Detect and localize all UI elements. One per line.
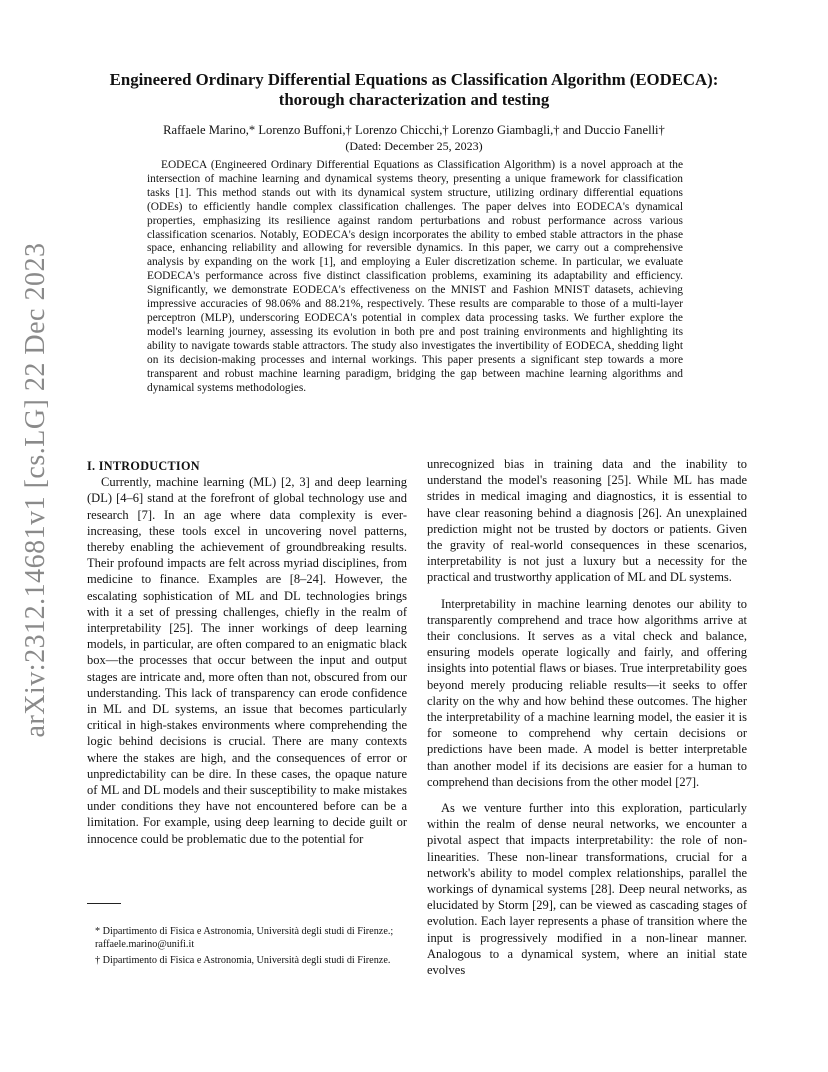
footnotes (87, 925, 407, 970)
author-list: Raffaele Marino,* Lorenzo Buffoni,† Lorenzo Chicchi,† Lorenzo Giambagli,† and Duccio Fanelli† (163, 123, 665, 137)
abstract: EODECA (Engineered Ordinary Differential Equations as Classification Algorithm) is a novel approach at the intersection of machine learning and dynamical systems theory, presenting a unique framework for classification tasks [1]. This method stands out with its dynamical system structure, utilizing ordinary differential equations (ODEs) to efficiently handle complex classification challenges. The paper delves into EODECA's dynamical properties, emphasizing its resilience against random perturbations and robust performance across various classification scenarios. Notably, EODECA's design incorporates the ability to embed stable attractors in the phase space, enhancing reliability and allowing for reversible dynamics. In this paper, we carry out a comprehensive analysis by expanding on the work [1], and employing a Euler discretization scheme. In particular, we evaluate EODECA's performance across five distinct classification problems, examining its adaptability and efficiency. Significantly, we demonstrate EODECA's effectiveness on the MNIST and Fashion MNIST datasets, achieving impressive accuracies of 98.06% and 88.21%, respectively. These results are comparable to those of a multi-layer perceptron (MLP), underscoring EODECA's potential in complex data processing tasks. We further explore the model's learning journey, assessing its evolution in both pre and post training environments and highlighting its ability to navigate towards stable attractors. The study also investigates the invertibility of EODECA, shedding light on its decision-making processes and internal workings. This paper presents a significant step towards a more transparent and robust machine learning paradigm, bridging the gap between machine learning algorithms and dynamical systems methodologies. (147, 159, 683, 394)
section-heading-introduction: I. INTRODUCTION (87, 459, 200, 473)
footnote-affiliation-1: * Dipartimento di Fisica e Astronomia, Università degli studi di Firenze.; raffaele.marino@unifi.it (95, 926, 394, 950)
footnote-affiliation-2: † Dipartimento di Fisica e Astronomia, Università degli studi di Firenze. (95, 955, 391, 966)
paper-title-line-1: Engineered Ordinary Differential Equations as Classification Algorithm (EODECA): (109, 70, 719, 89)
left-column (87, 458, 407, 847)
paper-title (70, 70, 758, 110)
arxiv-sidebar-stamp (14, 210, 58, 770)
intro-paragraph-3: Interpretability in machine learning denotes our ability to transparently comprehend and trace how algorithms arrive at their conclusions. It serves as a vital check and balance, ensuring models operate logically and fairly, and offering insights into potential flaws or biases. True interpretability goes beyond merely producing reliable results—it seeks to offer clarity on the why and how behind these outcomes. The higher the interpretability of a machine learning model, the easier it is for someone to comprehend why certain decisions or predictions have been made. A model is better interpretable than another model if its decisions are easier for a human to comprehend than decisions from the other model [27]. (427, 596, 747, 789)
intro-paragraph-4: As we venture further into this exploration, particularly within the realm of dense neural networks, we encounter a pivotal aspect that impacts interpretability: the role of non-linearities. These non-linear transformations, crucial for a network's ability to model complex relationships, parallel the workings of dynamical systems [28]. Deep neural networks, as elucidated by Storm [29], can be viewed as cascading stages of evolution. Each layer represents a phase of transition where the input is progressively modified in a non-linear manner. Analogous to a dynamical system, where an initial state evolves (427, 801, 747, 978)
intro-paragraph-2: unrecognized bias in training data and the inability to understand the model's reasoning [25]. While ML has made strides in medical imaging and diagnostics, it is essential to have clear reasoning behind a diagnosis [26]. An unexplained prediction might not be trusted by doctors or patients. Given the gravity of real-world consequences in these scenarios, interpretability is not just a luxury but a necessity for the practical and trustworthy application of ML and DL systems. (427, 457, 747, 585)
intro-paragraph-1: Currently, machine learning (ML) [2, 3] and deep learning (DL) [4–6] stand at the forefront of global technology use and research [7]. In an age where data complexity is ever-increasing, these tools excel in uncovering novel patterns, thereby enabling the achievement of groundbreaking results. Their profound impacts are felt across myriad disciplines, from medicine to finance. Examples are [8–24]. However, the escalating sophistication of ML and DL technologies brings with it a set of pressing challenges, chiefly in the realm of interpretability [25]. The inner workings of deep learning models, in particular, are often compared to an enigmatic black box—the processes that occur between the input and output stages are intricate and, more often than not, obscured from our understanding. This lack of transparency can erode confidence in ML and DL systems, an issue that becomes particularly critical in high-stakes environments where comprehending the logic behind decisions is crucial. There are many contexts where the stakes are high, and the consequences of error or unpredictability can be dire. In these cases, the opaque nature of ML and DL models and their susceptibility to make mistakes under conditions they have not encountered before can be a limitation. For example, using deep learning to decide guilt or innocence could be problematic due to the potential for (87, 475, 407, 846)
arxiv-identifier: arXiv:2312.14681v1 [cs.LG] 22 Dec 2023 (20, 242, 51, 738)
paper-title-line-2: thorough characterization and testing (278, 90, 550, 109)
right-column (427, 456, 747, 978)
footnote-divider (87, 903, 121, 904)
date-line: (Dated: December 25, 2023) (345, 139, 483, 153)
